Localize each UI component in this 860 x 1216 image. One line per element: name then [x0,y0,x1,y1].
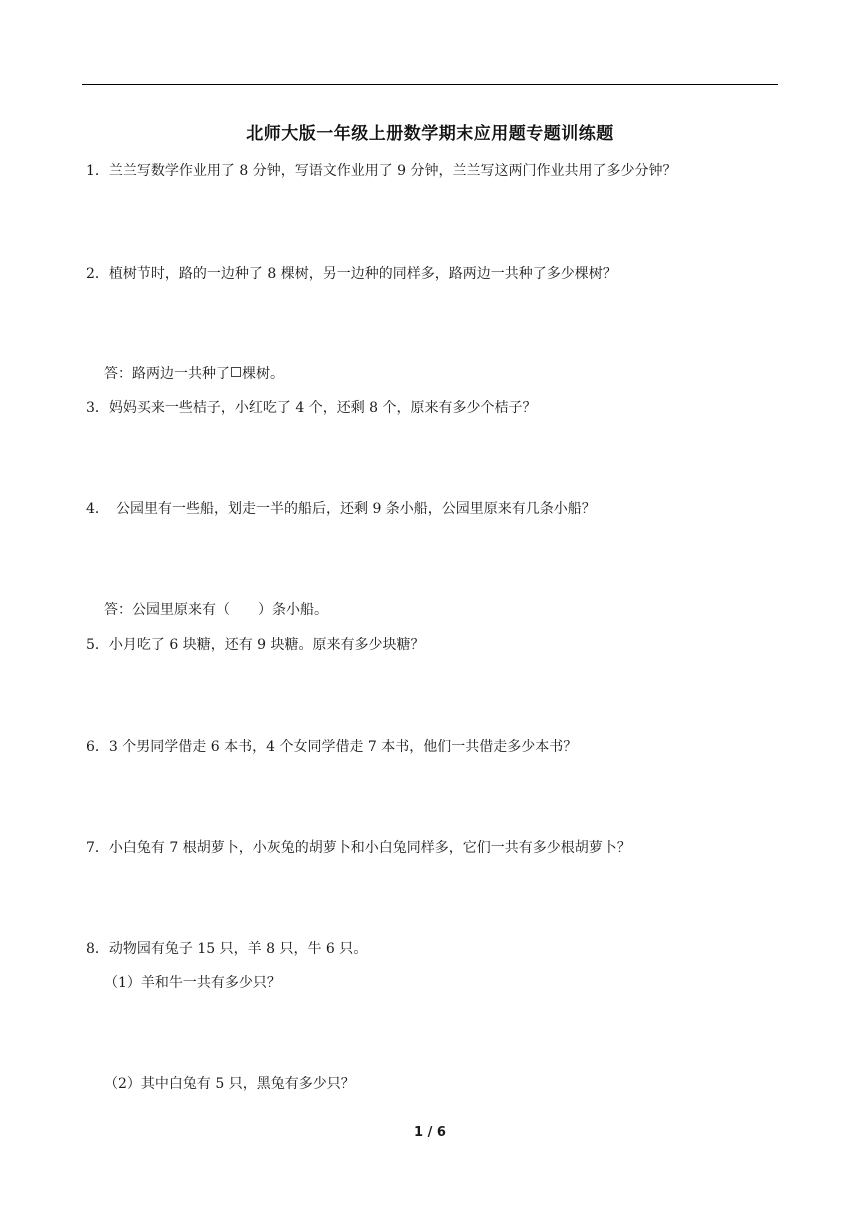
question-number: 5． [86,637,109,653]
question-7 [86,838,631,858]
question-4 [86,499,596,519]
subquestion-8-1: （1）羊和牛一共有多少只？ [104,975,281,991]
question-8 [86,939,367,959]
header-rule [82,84,778,85]
question-number: 2． [86,266,109,282]
question-text: 小白兔有 7 根胡萝卜，小灰兔的胡萝卜和小白兔同样多，它们一共有多少根胡萝卜？ [108,840,631,856]
question-6 [86,737,577,757]
question-text: 3 个男同学借走 6 本书，4 个女同学借走 7 本书，他们一共借走多少本书？ [108,739,578,755]
question-number: 6． [86,739,109,755]
question-3 [86,398,537,418]
question-text: 公园里有一些船，划走一半的船后，还剩 9 条小船，公园里原来有几条小船？ [116,501,596,517]
question-text: 植树节时，路的一边种了 8 棵树，另一边种的同样多，路两边一共种了多少棵树？ [108,266,617,282]
page-title: 北师大版一年级上册数学期末应用题专题训练题 [246,124,614,144]
question-text: 兰兰写数学作业用了 8 分钟，写语文作业用了 9 分钟，兰兰写这两门作业共用了多少分钟？ [108,163,677,179]
answer-line-q4: 答：公园里原来有（ ）条小船。 [104,602,328,618]
question-1 [86,161,677,181]
answer-text: 答：路两边一共种了 [104,366,230,382]
question-2 [86,264,617,284]
question-number: 1． [86,163,109,179]
question-number: 7． [86,840,109,856]
answer-blank-box [231,367,241,377]
question-text: 妈妈买来一些桔子，小红吃了 4 个，还剩 8 个，原来有多少个桔子？ [108,400,537,416]
question-number: 8． [86,941,109,957]
question-text: 小月吃了 6 块糖，还有 9 块糖。原来有多少块糖？ [108,637,425,653]
question-number: 3． [86,400,109,416]
question-text: 动物园有兔子 15 只，羊 8 只，牛 6 只。 [108,941,368,957]
question-5 [86,635,425,655]
subquestion-8-2: （2）其中白兔有 5 只，黑兔有多少只？ [104,1076,355,1092]
page-number: 1 / 6 [414,1125,446,1140]
answer-line-q2 [104,364,284,384]
question-number: 4． [86,501,109,517]
answer-text: 棵树。 [242,366,284,382]
